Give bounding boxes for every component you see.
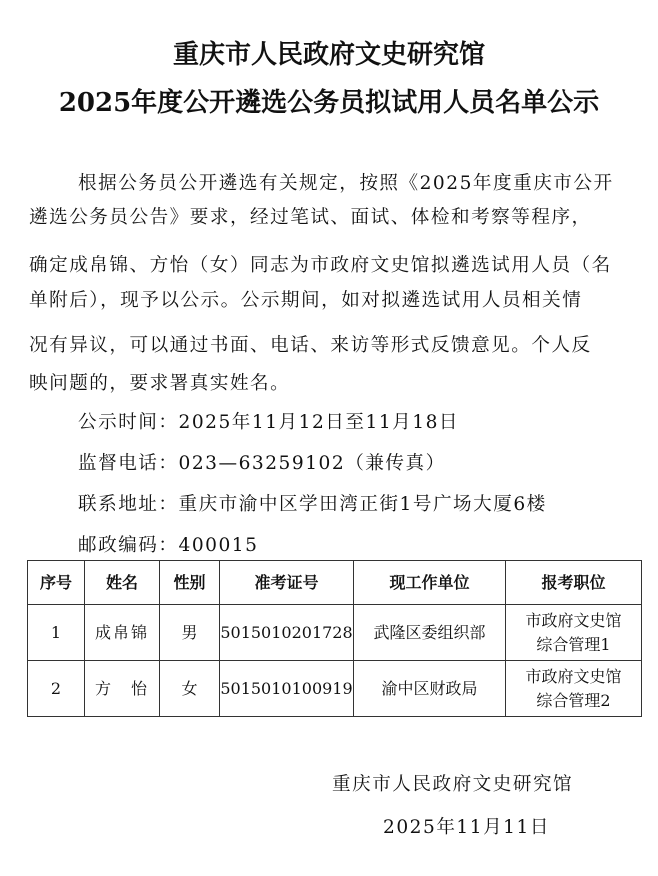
cell-position-line-2: 综合管理2	[536, 690, 611, 710]
cell-index: 1	[28, 605, 85, 661]
notice-period-value: 2025年11月12日至11月18日	[178, 412, 460, 433]
supervision-phone-label: 监督电话：	[78, 453, 179, 474]
notice-period-label: 公示时间：	[78, 412, 179, 433]
body-line-1: 根据公务员公开遴选有关规定，按照《2025年度重庆市公开	[78, 173, 614, 194]
notice-period	[78, 411, 459, 435]
cell-position-line-1: 市政府文史馆	[525, 666, 622, 686]
body-line-2: 遴选公务员公告》要求，经过笔试、面试、体检和考察等程序，	[29, 207, 592, 228]
postal-code-label: 邮政编码：	[78, 535, 179, 556]
column-header-position: 报考职位	[506, 561, 642, 605]
supervision-phone	[78, 452, 446, 476]
page-title-line-2: 2025年度公开遴选公务员拟试用人员名单公示	[58, 88, 600, 118]
body-line-3: 确定成帛锦、方怡（女）同志为市政府文史馆拟遴选试用人员（名	[29, 255, 612, 276]
cell-gender: 男	[160, 605, 220, 661]
cell-position	[506, 661, 642, 717]
cell-workplace: 渝中区财政局	[354, 661, 506, 717]
cell-workplace: 武隆区委组织部	[354, 605, 506, 661]
candidate-table	[27, 560, 642, 717]
column-header-workplace: 现工作单位	[354, 561, 506, 605]
cell-position-line-2: 综合管理1	[536, 634, 611, 654]
body-line-5: 况有异议，可以通过书面、电话、来访等形式反馈意见。个人反	[29, 335, 592, 356]
page-title-line-1: 重庆市人民政府文史研究馆	[172, 40, 485, 70]
postal-code	[78, 534, 258, 558]
column-header-gender: 性别	[160, 561, 220, 605]
signing-date: 2025年11月11日	[383, 817, 550, 838]
cell-exam-id: 5015010100919	[220, 661, 354, 717]
cell-position	[506, 605, 642, 661]
column-header-index: 序号	[28, 561, 85, 605]
postal-code-value: 400015	[178, 535, 259, 556]
contact-address-value: 重庆市渝中区学田湾正街1号广场大厦6楼	[178, 494, 547, 515]
cell-name: 成帛锦	[85, 605, 160, 661]
supervision-phone-value: 023—63259102（兼传真）	[178, 453, 446, 474]
cell-position-line-1: 市政府文史馆	[525, 610, 622, 630]
contact-address-label: 联系地址：	[78, 494, 179, 515]
signing-organization: 重庆市人民政府文史研究馆	[332, 774, 574, 795]
cell-name: 方 怡	[85, 661, 160, 717]
cell-gender: 女	[160, 661, 220, 717]
table-header-row	[28, 561, 642, 605]
cell-exam-id: 5015010201728	[220, 605, 354, 661]
column-header-name: 姓名	[85, 561, 160, 605]
contact-address	[78, 493, 547, 517]
cell-index: 2	[28, 661, 85, 717]
column-header-exam-id: 准考证号	[220, 561, 354, 605]
body-line-6: 映问题的，要求署真实姓名。	[29, 373, 291, 394]
table-row	[28, 605, 642, 661]
body-line-4: 单附后），现予以公示。公示期间，如对拟遴选试用人员相关情	[29, 290, 583, 311]
table-row	[28, 661, 642, 717]
